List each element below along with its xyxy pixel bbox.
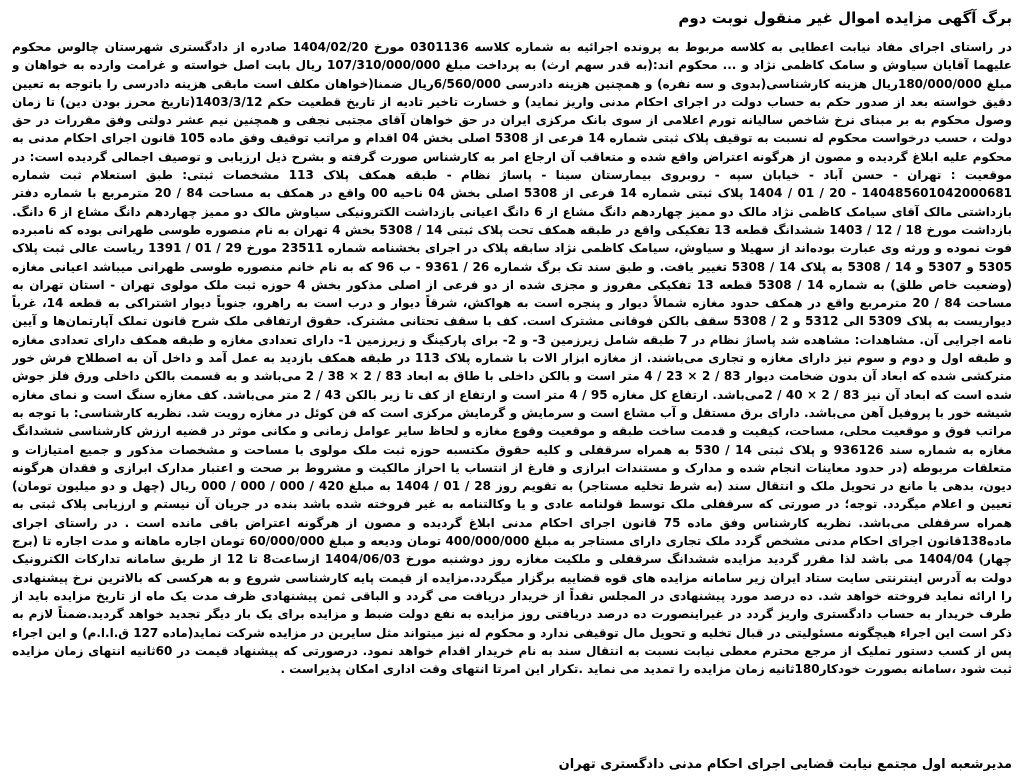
- notice-body: در راستای اجرای مفاد نیابت اعطایی به کلاسه مربوط به پرونده اجرائیه به شماره کلاسه 0301136 مورخ 1404/02/20 صادره از دادگستری شهرستان چالوس محکوم علیهما آقایان سیاوش و سامک کاظمی نژاد و ... محکوم اند:(به قدر سهم ارث) به پرداخت مبلغ 107/310/000/000 ریال بابت اصل خواسته و غرامت وارده به خواهان و مبلغ 180/000/000ریال هزینه کارشناسی(بدوی و سه نفره) و همچنین هزینه دادرسی 6/560/000ریال ضمنا(خواهان مکلف است مابقی هزینه دادرسی را باتوجه به تعیین دقیق خواسته بعد از صدور حکم به حساب دولت در اجرای احکام مدنی واریز نماید) و خسارت تاخیر تادیه از تاریخ قطعیت حکم 1403/3/12(تاریخ محرز بودن دین) تا زمان وصول محکوم به بر مبنای نرخ شاخص سالیانه تورم اعلامی از سوی بانک مرکزی ایران در حق خواهان آقای مجتبی نجفی و همچنین نیم عشر دولتی وفق مقررات در حق دولت ، حسب درخواست محکوم له نسبت به توقیف پلاک ثبتی شماره 14 فرعی از 5308 اصلی بخش 04 اقدام و مراتب توقیف وفق ماده 105 قانون اجرای احکام مدنی به محکوم علیه ابلاغ گردیده و مصون از هرگونه اعتراض واقع شده و متعاقب آن ارجاع امر به کارشناس صورت گرفته و بشرح ذیل ارزیابی و توصیف اجمالی گردیده است: در موقعیت : تهران - حسن آباد - خیابان سپه - روبروی بیمارستان سینا - پاساژ نظام - طبقه همکف پلاک 113 مشخصات ثبتی: طبق استعلام ثبت شماره 140485601042000681 - 20 / 01 / 1404 پلاک ثبتی شماره 14 فرعی از 5308 اصلی بخش 04 ناحیه 00 واقع در همکف به مساحت 84 / 20 مترمربع با شماره دفتر بازداشتی مالک آقای سیامک کاظمی نژاد مالک دو ممیز چهاردهم دانگ مشاع از 6 دانگ اعیانی بازداشت الکترونیکی سیاوش مالک دو ممیز چهاردهم دانگ مشاع از 6 دانگ. بازداشت مورخ 18 / 12 / 1403 ششدانگ قطعه 13 تفکیکی واقع در طبقه همکف تحت پلاک ثبتی 14 / 5308 بخش 4 تهران به نام منصوره طوسی طهرانی بوده که نامبرده فوت نموده و ورثه وی عبارت بوده‌اند از سهیلا و سیاوش، سیامک کاظمی نژاد سابقه پلاک در اجرای بخشنامه شماره 23511 مورخ 29 / 01 / 1391 ریاست عالی ثبت پلاک 5305 و 5307 و 14 / 5308 به پلاک 14 / 5308 تغییر یافت. و طبق سند تک برگ شماره 26 / 9361 - ب 96 که به نام خانم منصوره طوسی طهرانی میباشد اعیانی مغازه (وضعیت خاص طلق) به شماره 14 / 5308 قطعه 13 تفکیکی مفروز و مجزی شده از دو فرعی از اصلی مذکور بخش 4 حوزه ثبت ملک مولوی تهران - استان تهران به مساحت 84 / 20 مترمربع واقع در همکف حدود مغازه شمالاً دیوار و پنجره است به هواکش، شرقاً دیوار و درب است به راهرو، جنوباً دیوار اشتراکی به قطعه 14، غرباً دیواریست به پلاک 5309 الی 5312 و 2 / 5308 سقف بالکن فوقانی مشترک است. کف با سقف تحتانی مشترک. حقوق ارتفاقی ملک شرح قانون تملک آپارتمان‌ها و آیین نامه اجرایی آن. مشاهدات: مشاهده شد پاساژ نظام در 7 طبقه شامل زیرزمین 3- و 2- برای پارکینگ و زیرزمین 1- دارای تعدادی مغازه و طبقه همکف دارای تعدادی مغازه و طبقه اول و دوم و سوم نیز دارای مغازه و تجاری می‌باشند. از مغازه ابزار الات با شماره پلاک 113 در طبقه همکف بازدید به عمل آمد و داخل آن به اصطلاح فرش خور مترکشی شده که ابعاد آن بدون ضخامت دیوار 83 / 2 × 23 / 4 متر است و بالکن داخلی با طاق به ابعاد 83 / 2 × 38 / 2 می‌باشد و به قسمت بالکن داخلی ورق فلز جوش شده است که ابعاد آن نیز 83 / 2 × 40 / 2می‌باشد. ارتفاع کل مغازه 95 / 4 متر است و ارتفاع از کف تا زیر بالکن 43 / 2 متر می‌باشد. کف مغازه سنگ است و نمای مغازه شیشه خور با پروفیل آهن می‌باشد. دارای برق مستقل و آب مشاع است و سرمایش و گرمایش مرکزی است که فن کوئل در مغازه رویت شد. نظریه کارشناسی: با توجه به مراتب فوق و موقعیت محلی، مساحت، کیفیت و قدمت ساخت طبقه و موقعیت وقوع مغازه و لحاظ سایر عوامل زمانی و مکانی موثر در قضیه ارزش کارشناسی ششدانگ مغازه به شماره سند 936126 و پلاک ثبتی 14 / 530 به همراه سرقفلی و کلیه حقوق مکتسبه حوزه ثبت ملک مولوی با مساحت و مشخصات مذکور و جمیع امتیازات و متعلقات مربوطه (در حدود معاینات انجام شده و مدارک و مستندات ابرازی و فارغ از انتساب یا احراز مالکیت و مشروط بر صحت و اعتبار مدارک ابرازی و فقدان هرگونه دیون، بدهی یا مانع در تحویل ملک و انتقال سند (به شرط تخلیه مستاجر) به تقویم روز 28 / 01 / 1404 به مبلغ 420 / 000 / 000 / 000 ریال (چهل و دو میلیون تومان) تعیین و اعلام میگردد. توجه؛ در صورتی که سرقفلی ملک توسط قولنامه عادی و یا وکالتنامه به غیر فروخته شده باشد بنده در جریان آن نیستم و ارزیابی پلاک ثبتی به همراه سرقفلی می‌باشد. نظریه کارشناس وفق ماده 75 قانون اجرای احکام مدنی ابلاغ گردیده و مصون از هرگونه اعتراض باقی مانده است . در راستای اجرای ماده138قانون اجرای احکام مدنی مشخص گردد ملک تجاری دارای مستاجر به مبلغ 400/000/000 تومان ودیعه و مبلغ 60/000/000 تومان اجاره ماهانه و مدت اجاره تا (برج چهار) 1404/04 می باشد لذا مقرر گردید مزایده ششدانگ سرقفلی و ملکیت مغازه روز دوشنبه مورخ 1404/06/03 ازساعت8 تا 12 از طریق سامانه تدارکات الکترونیک دولت به آدرس اینترنتی سایت ستاد ایران زیر سامانه مزایده های قوه قضاییه برگزار میگردد.مزایده از قیمت پایه کارشناسی شروع و به هرکسی که بالاترین نرخ پیشنهادی را ارائه نماید فروخته خواهد شد. ده درصد مورد پیشنهادی در المجلس نقداً از خریدار دریافت می گردد و الباقی ثمن پیشنهادی ظرف مدت یک ماه از تاریخ مزایده باید از طرف خریدار به حساب دادگستری واریز گردد در غیراینصورت ده درصد دریافتی روز مزایده به نفع دولت ضبط و مزایده برای یک بار دیگر تجدید خواهد گردید.ضمناً لازم به ذکر است این اجراء هیچگونه مسئولیتی در قبال تخلیه و تحویل مال توقیفی ندارد و محکوم له نیز میتواند مثل سایرین در مزایده شرکت نماید(ماده 127 ق.ا.ا.م) و این اجراء پس از کسب دستور تملیک از مرجع محترم معطی نیابت نسبت به انتقال سند به نام خریدار اقدام خواهد نمود. درصورتی که پیشنهاد قیمت در 60ثانیه انتهای زمان مزایده ثبت شود ،سامانه بصورت خودکار180ثانیه زمان مزایده را تمدید می نماید .تکرار این امرتا انتهای وقت اداری امکان پذیراست .: [12, 40, 1012, 677]
- notice-signature: مدیرشعبه اول مجتمع نیابت قضایی اجرای احکام مدنی دادگستری تهران: [558, 757, 1012, 772]
- notice-title: برگ آگهی مزایده اموال غیر منقول نوبت دوم: [678, 9, 1012, 27]
